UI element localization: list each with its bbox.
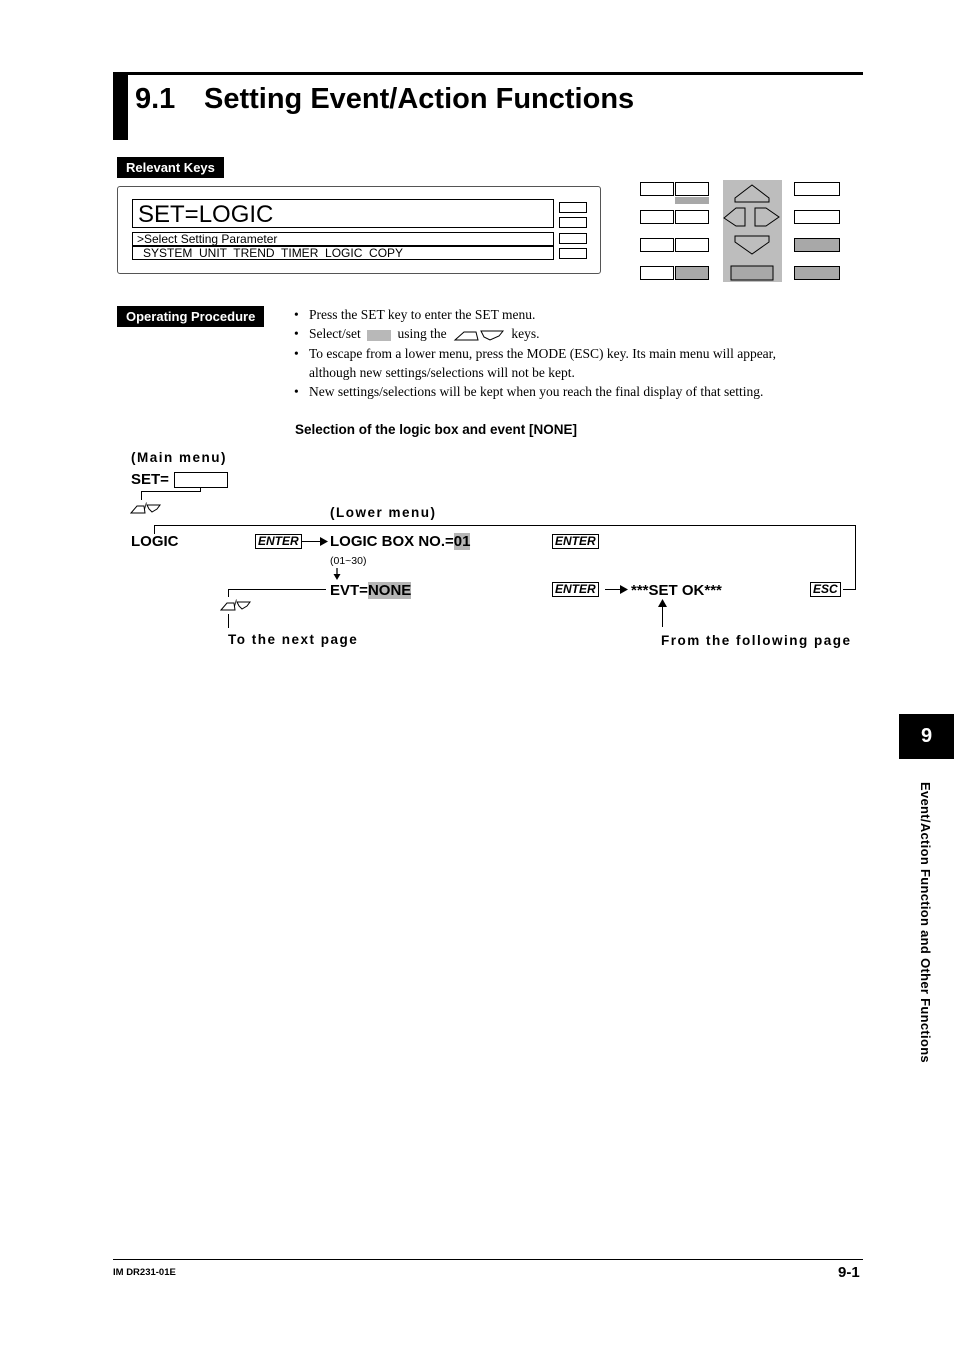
key bbox=[640, 210, 674, 224]
bullet-2-text-b: using the bbox=[397, 326, 447, 342]
set-ok: ***SET OK*** bbox=[631, 582, 722, 599]
arrow-down-icon bbox=[333, 568, 341, 580]
connector bbox=[228, 614, 229, 628]
keypad-illustration bbox=[638, 180, 842, 284]
page-title: Setting Event/Action Functions bbox=[204, 83, 635, 115]
connector bbox=[141, 491, 201, 492]
bullet-3-line-2: although new settings/selections will not be kept. bbox=[309, 364, 575, 380]
bullet-2 bbox=[294, 324, 776, 343]
key bbox=[640, 238, 674, 252]
loop-line-top bbox=[154, 525, 855, 526]
evt-value: NONE bbox=[367, 582, 412, 599]
key bbox=[675, 182, 709, 196]
key bbox=[675, 266, 709, 280]
evt-label: EVT= bbox=[330, 582, 368, 599]
logic-box-value: 01 bbox=[453, 533, 471, 550]
soft-key-4 bbox=[559, 248, 587, 259]
main-menu-label: (Main menu) bbox=[131, 450, 227, 465]
key bbox=[794, 266, 840, 280]
soft-key-3 bbox=[559, 233, 587, 244]
logic-box-label: LOGIC BOX NO.= bbox=[330, 533, 454, 550]
bullet-4: • New settings/selections will be kept when you reach the final display of that setting. bbox=[294, 382, 776, 401]
key bbox=[675, 238, 709, 252]
bullet-3 bbox=[294, 344, 776, 383]
set-value-box bbox=[174, 472, 228, 488]
enter-key-2: ENTER bbox=[552, 534, 599, 549]
lcd-main-line: SET=LOGIC bbox=[132, 199, 554, 228]
key bbox=[675, 210, 709, 224]
document-id: IM DR231-01E bbox=[113, 1267, 176, 1278]
esc-key: ESC bbox=[810, 582, 841, 597]
arrow-keys-icon bbox=[723, 180, 782, 282]
connector bbox=[228, 589, 326, 590]
bullet-1: • Press the SET key to enter the SET menu. bbox=[294, 305, 776, 324]
enter-key-3: ENTER bbox=[552, 582, 599, 597]
title-rule bbox=[128, 72, 863, 75]
key bbox=[794, 210, 840, 224]
arrow-right-icon bbox=[620, 585, 628, 594]
lower-menu-label: (Lower menu) bbox=[330, 505, 437, 520]
footer-rule bbox=[113, 1259, 863, 1260]
lcd-line-1: >Select Setting Parameter bbox=[132, 232, 554, 246]
connector bbox=[141, 491, 142, 500]
updown-separator: / bbox=[234, 599, 237, 610]
logic-box-setting bbox=[330, 533, 470, 550]
page-number: 9-1 bbox=[838, 1264, 860, 1281]
key bbox=[640, 182, 674, 196]
procedure-bullets bbox=[294, 305, 776, 401]
soft-key-2 bbox=[559, 217, 587, 228]
loop-line-right bbox=[855, 525, 856, 589]
from-following-page: From the following page bbox=[661, 633, 852, 648]
section-number: 9.1 bbox=[135, 83, 176, 115]
key bbox=[794, 238, 840, 252]
key bbox=[640, 266, 674, 280]
loop-line-esc bbox=[843, 589, 856, 590]
soft-key-1 bbox=[559, 202, 587, 213]
key bbox=[794, 182, 840, 196]
bullet-2-text-a: Select/set bbox=[309, 326, 361, 342]
title-bar-decoration bbox=[113, 72, 128, 140]
evt-setting bbox=[330, 582, 411, 599]
up-down-keys-icon bbox=[452, 328, 506, 342]
arrow-up-icon bbox=[658, 599, 667, 607]
updown-separator: / bbox=[144, 502, 147, 513]
operating-procedure-label: Operating Procedure bbox=[117, 306, 264, 327]
logic-item: LOGIC bbox=[131, 533, 179, 550]
to-next-page: To the next page bbox=[228, 632, 359, 647]
section-subheading: Selection of the logic box and event [NONE] bbox=[295, 422, 578, 437]
connector bbox=[228, 589, 229, 597]
relevant-keys-label: Relevant Keys bbox=[117, 157, 224, 178]
key-highlight bbox=[675, 197, 709, 204]
lcd-line-2: SYSTEM UNIT TREND TIMER LOGIC COPY bbox=[132, 246, 554, 260]
chapter-tab-label: Event/Action Function and Other Functions bbox=[918, 782, 933, 1063]
set-label: SET= bbox=[131, 471, 169, 488]
highlight-swatch bbox=[367, 330, 391, 341]
bullet-2-text-c: keys. bbox=[511, 326, 540, 342]
arrow-line bbox=[302, 541, 322, 542]
bullet-3-line-1: • To escape from a lower menu, press the MODE (ESC) key. Its main menu will appear, bbox=[309, 345, 777, 361]
arrow-right-icon bbox=[320, 537, 328, 546]
chapter-tab: 9 bbox=[899, 714, 954, 759]
logic-box-range: (01~30) bbox=[330, 555, 367, 567]
enter-key-1: ENTER bbox=[255, 534, 302, 549]
